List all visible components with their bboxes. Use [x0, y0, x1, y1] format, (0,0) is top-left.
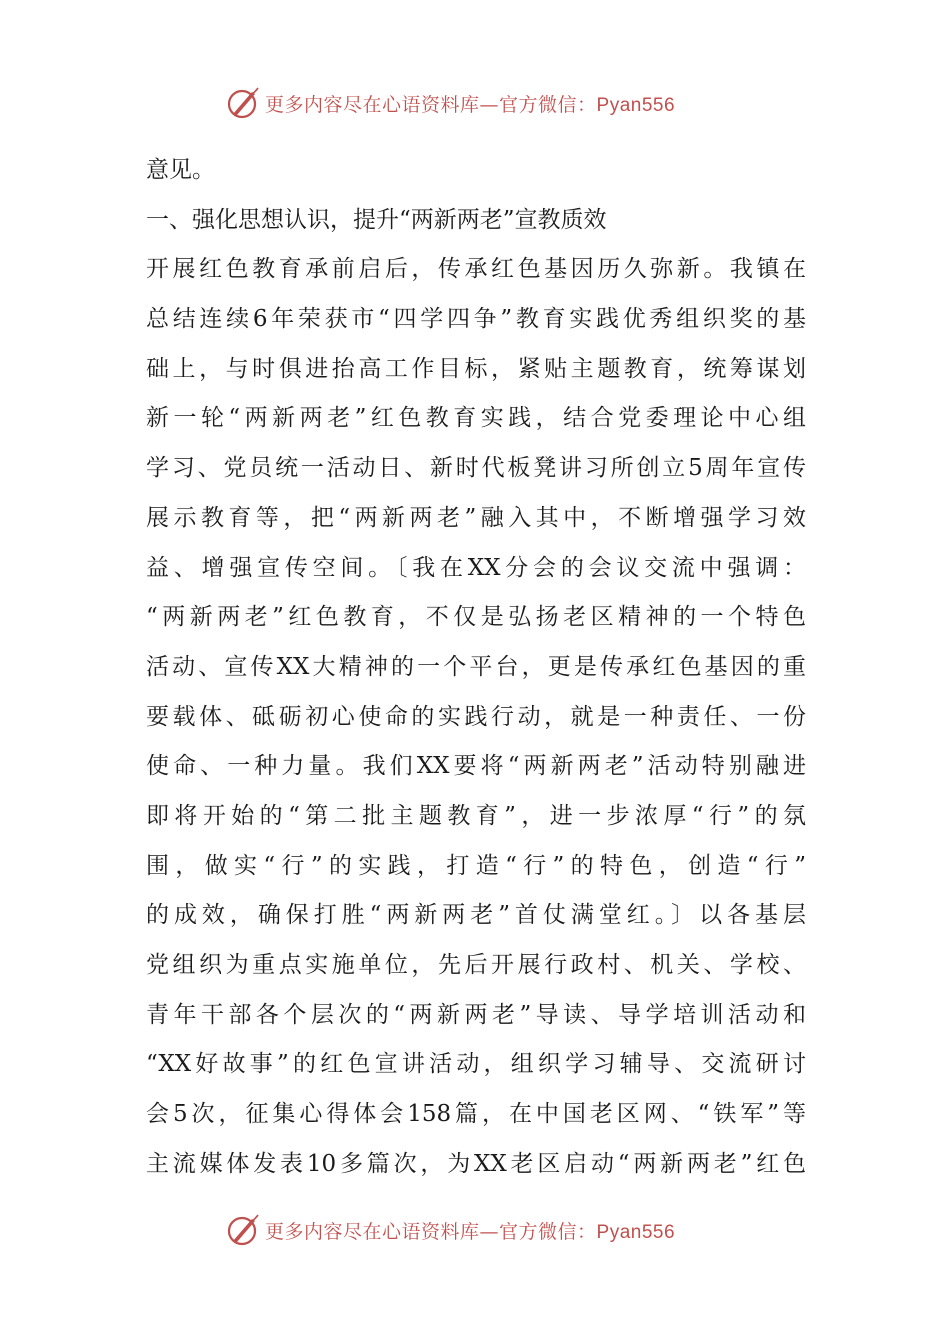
body-text-line: 青年干部各个层次的“两新两老”导读、导学培训活动和: [146, 1001, 806, 1028]
body-text-line: 益、增强宣传空间。〔我在XX分会的会议交流中强调：: [146, 554, 806, 581]
quill-logo-icon: [225, 85, 261, 121]
section-heading: 一、强化思想认识，提升“两新两老”宣教质效: [146, 206, 607, 233]
footer-watermark-text: [265, 1217, 675, 1244]
header-watermark-text: [265, 90, 675, 117]
body-text-line: 活动、宣传XX大精神的一个平台，更是传承红色基因的重: [146, 653, 806, 680]
body-text-line: 展示教育等，把“两新两老”融入其中，不断增强学习效: [146, 504, 806, 531]
body-text-line: 学习、党员统一活动日、新时代板凳讲习所创立5周年宣传: [146, 455, 806, 482]
body-text-line: 础上，与时俱进抬高工作目标，紧贴主题教育，统筹谋划: [146, 355, 806, 382]
footer-watermark: [225, 1210, 745, 1250]
body-text-line: 要载体、砥砺初心使命的实践行动，就是一种责任、一份: [146, 703, 806, 730]
body-text-line: 即将开始的“第二批主题教育”，进一步浓厚“行”的氛: [146, 802, 806, 829]
body-text-line: 会5次，征集心得体会158篇，在中国老区网、“铁军”等: [146, 1101, 806, 1128]
body-text-line: 开展红色教育承前启后，传承红色基因历久弥新。我镇在: [146, 256, 806, 283]
header-account: Pyan556: [596, 94, 676, 116]
body-text-line: 的成效，确保打胜“两新两老”首仗满堂红。〕以各基层: [146, 902, 806, 929]
body-text-line: 使命、一种力量。我们XX要将“两新两老”活动特别融进: [146, 753, 806, 780]
header-site-text: 更多内容尽在心语资料库—: [265, 93, 500, 116]
footer-wechat-label: 官方微信：: [499, 1220, 597, 1243]
header-watermark: [225, 83, 745, 123]
footer-site-text: 更多内容尽在心语资料库—: [265, 1220, 500, 1243]
body-text-line: “XX好故事”的红色宣讲活动，组织学习辅导、交流研讨: [146, 1051, 806, 1078]
document-body: [146, 146, 806, 1189]
quill-logo-icon: [225, 1212, 261, 1248]
body-text-line: 总结连续6年荣获市“四学四争”教育实践优秀组织奖的基: [146, 306, 806, 333]
footer-account: Pyan556: [596, 1221, 676, 1243]
body-text-line: 新一轮“两新两老”红色教育实践，结合党委理论中心组: [146, 405, 806, 432]
body-text-line: 主流媒体发表10多篇次，为XX老区启动“两新两老”红色: [146, 1150, 806, 1177]
body-text-line: 意见。: [146, 157, 215, 183]
body-text-line: 党组织为重点实施单位，先后开展行政村、机关、学校、: [146, 952, 806, 978]
header-wechat-label: 官方微信：: [499, 93, 597, 116]
body-text-line: “两新两老”红色教育，不仅是弘扬老区精神的一个特色: [146, 604, 806, 631]
body-text-line: 围，做实“行”的实践，打造“行”的特色，创造“行”: [146, 852, 806, 879]
